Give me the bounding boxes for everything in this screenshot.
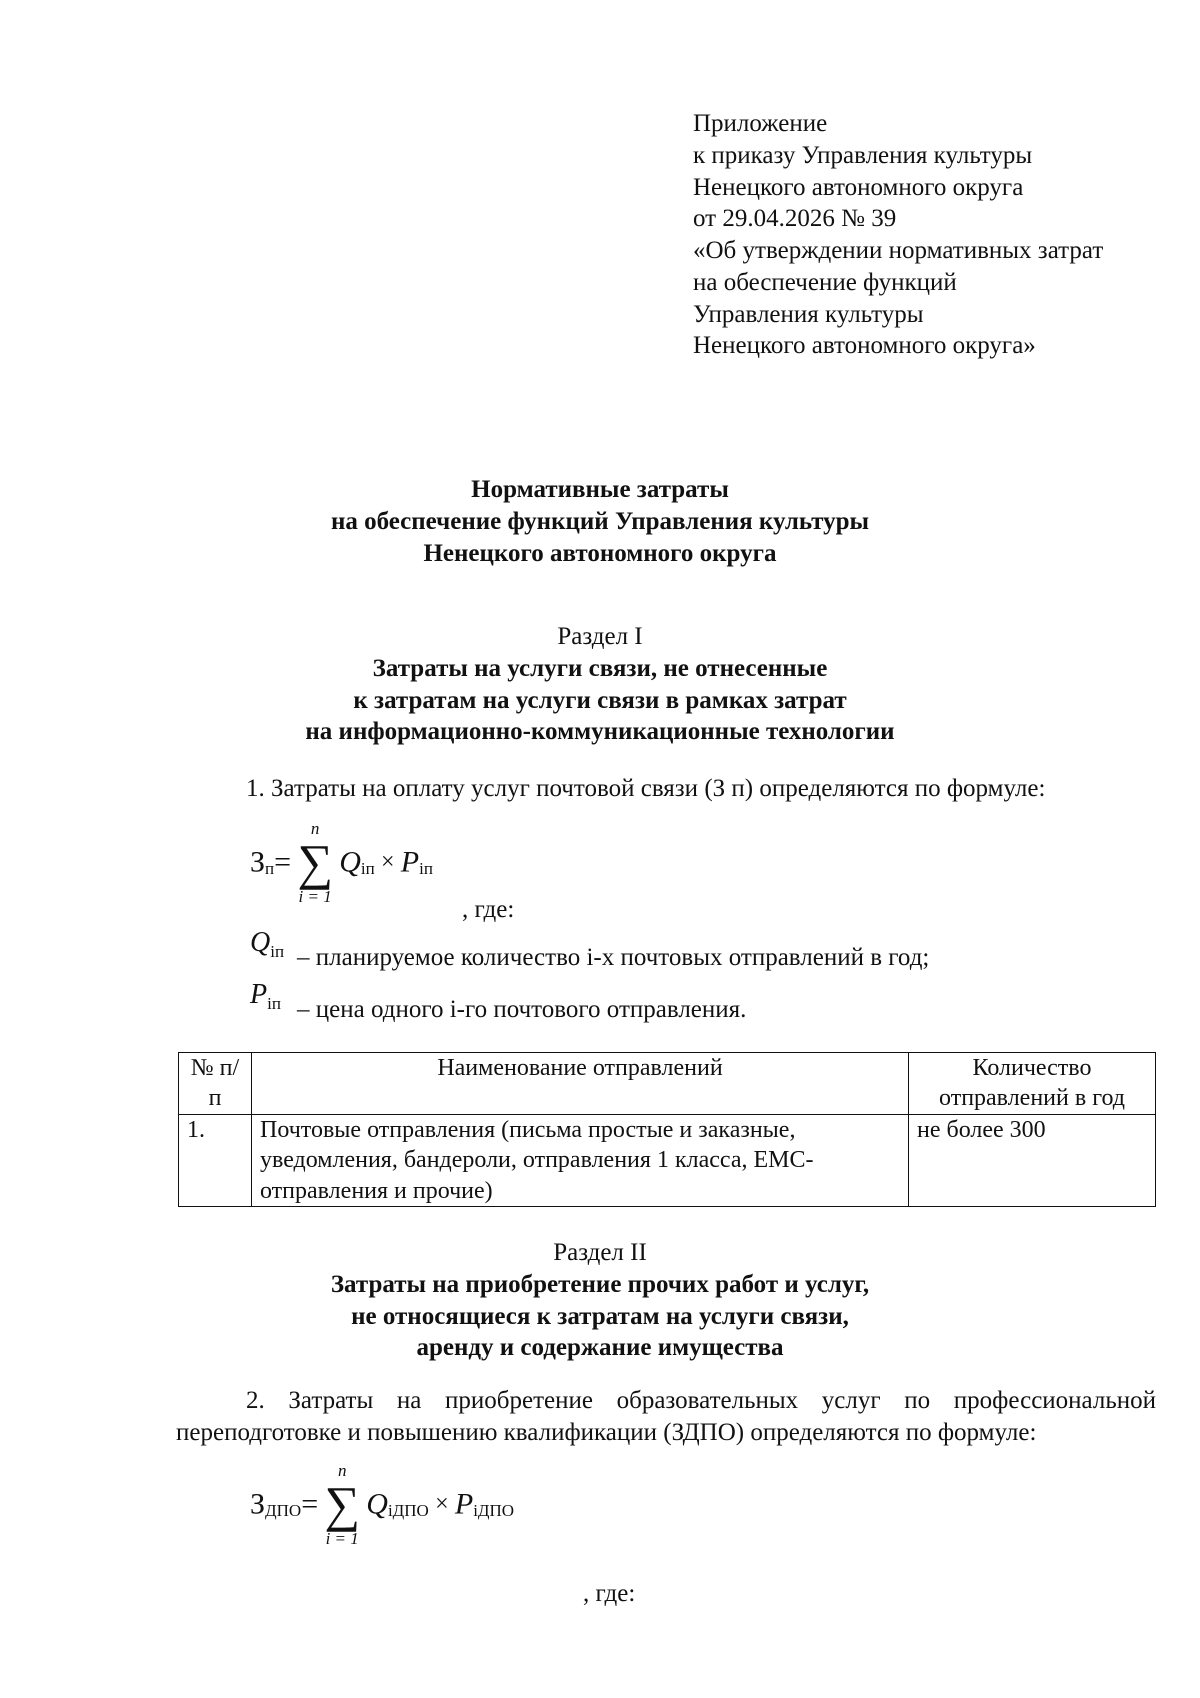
formula-p-sub: iДПО bbox=[473, 1500, 515, 1520]
formula-lhs-sub: ДПО bbox=[265, 1500, 302, 1520]
formula-p: P bbox=[454, 1487, 474, 1521]
section-label: Раздел I bbox=[557, 623, 643, 650]
section-heading-line: Затраты на приобретение прочих работ и услуг, bbox=[330, 1270, 870, 1298]
section-1-heading bbox=[0, 621, 1200, 748]
section-heading-line: не относящиеся к затратам на услуги связи, bbox=[351, 1302, 849, 1330]
formula-times: × bbox=[435, 1491, 449, 1518]
appendix-line: от 29.04.2026 № 39 bbox=[693, 205, 897, 233]
appendix-line: Приложение bbox=[693, 110, 828, 137]
appendix-line: Управления культуры bbox=[693, 300, 924, 328]
title-line: на обеспечение функций Управления культуры bbox=[330, 507, 870, 535]
document-title bbox=[0, 474, 1200, 569]
paragraph-1: 1. Затраты на оплату услуг почтовой связи (З п) определяются по формуле: bbox=[246, 775, 1046, 802]
variable-p-description: – цена одного i-го почтового отправления. bbox=[297, 996, 747, 1023]
variable-q-description: – планируемое количество i-х почтовых отправлений в год; bbox=[297, 944, 930, 971]
section-2-heading bbox=[0, 1237, 1200, 1364]
formula-lhs: З bbox=[250, 845, 266, 879]
formula-q: Q bbox=[339, 845, 361, 879]
appendix-line: на обеспечение функций bbox=[693, 268, 957, 296]
sum-upper-limit: n bbox=[337, 1461, 347, 1480]
section-label: Раздел II bbox=[553, 1239, 647, 1266]
formula-where: , где: bbox=[462, 896, 515, 923]
table-header-cell: № п/п bbox=[179, 1053, 252, 1115]
appendix-line: «Об утверждении нормативных затрат bbox=[693, 237, 1104, 264]
formula-lhs: З bbox=[250, 1487, 266, 1521]
appendix-line: к приказу Управления культуры bbox=[693, 141, 1033, 169]
table-row bbox=[179, 1114, 1156, 1206]
formula-q: Q bbox=[366, 1487, 388, 1521]
sigma-icon: ∑ bbox=[297, 834, 333, 890]
postal-cost-formula: $З_п=$ n ∑ i = 1 $Q_{iп} \times P_{iп}$ bbox=[250, 819, 433, 906]
appendix-line: Ненецкого автономного округа bbox=[693, 173, 1024, 201]
formula-lhs-sub: п bbox=[265, 858, 275, 878]
section-heading-line: аренду и содержание имущества bbox=[416, 1334, 784, 1362]
sum-lower-limit: i = 1 bbox=[325, 1528, 359, 1548]
formula-where: , где: bbox=[583, 1580, 636, 1607]
formula-p-sub: iп bbox=[419, 858, 433, 878]
section-heading-line: Затраты на услуги связи, не отнесенные bbox=[372, 654, 828, 682]
education-cost-formula: $З_{ДПО}=$ n ∑ i = 1 $Q_{iДПО} \times P_{iДПО}$ bbox=[250, 1461, 515, 1548]
postal-items-table bbox=[178, 1052, 1156, 1207]
appendix-block bbox=[693, 108, 1103, 362]
appendix-line: Ненецкого автономного округа» bbox=[693, 332, 1036, 360]
sum-upper-limit: n bbox=[310, 819, 320, 838]
table-cell: Почтовые отправления (письма простые и заказные, уведомления, бандероли, отправления 1 класса, EMC-отправления и прочие) bbox=[252, 1114, 909, 1206]
formula-p: P bbox=[400, 845, 420, 879]
paragraph-2: 2. Затраты на приобретение образовательных услуг по профессиональной переподготовке и повышению квалификации (ЗДПО) определяются по формуле: bbox=[176, 1387, 1156, 1446]
sigma-icon: ∑ bbox=[324, 1476, 361, 1532]
sum-operator bbox=[324, 1462, 360, 1547]
table-header-cell: Наименование отправлений bbox=[252, 1053, 909, 1115]
formula-q-sub: iп bbox=[360, 858, 375, 878]
formula-q-sub: iДПО bbox=[387, 1500, 429, 1520]
section-heading-line: к затратам на услуги связи в рамках затрат bbox=[353, 686, 847, 714]
variable-q-symbol: $Q_{iп}$ bbox=[250, 927, 285, 961]
variable-p-symbol: $P_{iп}$ bbox=[250, 979, 281, 1013]
formula-times: × bbox=[380, 849, 395, 876]
sum-lower-limit: i = 1 bbox=[298, 886, 332, 906]
table-header-cell: Количество отправлений в год bbox=[909, 1053, 1156, 1115]
sum-operator bbox=[297, 820, 333, 905]
section-heading-line: на информационно-коммуникационные технологии bbox=[305, 718, 895, 746]
table-cell: 1. bbox=[179, 1114, 252, 1206]
table-cell: не более 300 bbox=[909, 1114, 1156, 1206]
title-line: Нормативные затраты bbox=[471, 476, 729, 503]
title-line: Ненецкого автономного округа bbox=[423, 539, 777, 567]
table-header-row bbox=[179, 1053, 1156, 1115]
